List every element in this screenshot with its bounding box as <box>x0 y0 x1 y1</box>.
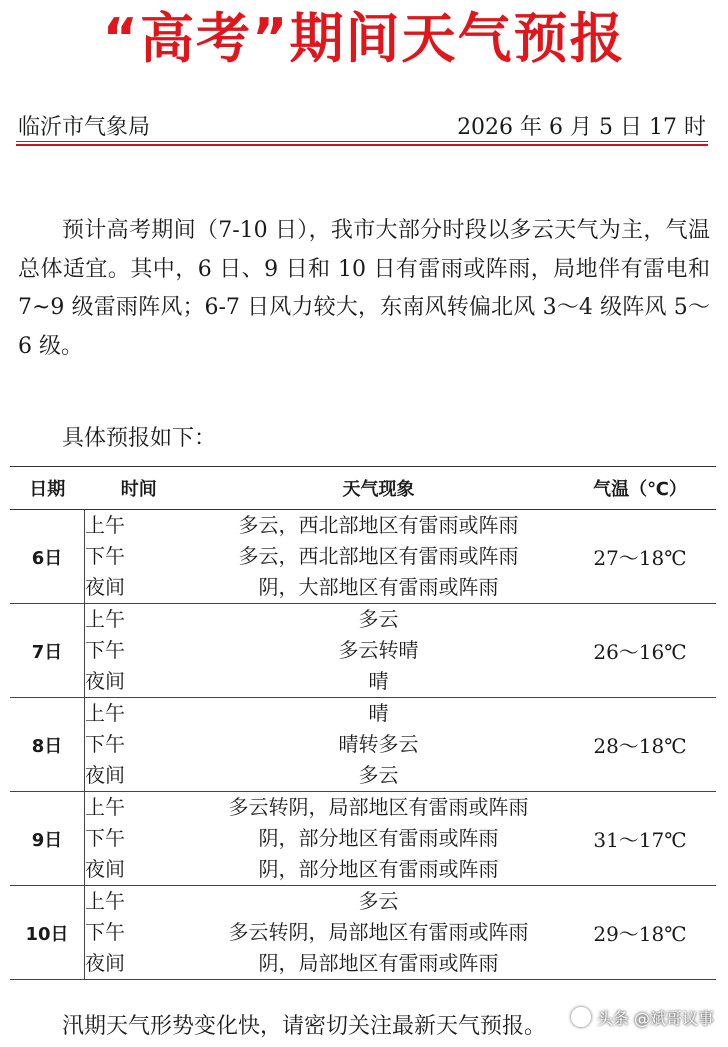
forecast-table <box>10 466 716 980</box>
watermark-text: 头条 @斌哥议事 <box>596 1008 714 1028</box>
date-cell: 9日 <box>10 792 85 886</box>
summary-paragraph: 预计高考期间（7-10 日），我市大部分时段以多云天气为主，气温总体适宜。其中，6 日、9 日和 10 日有雷雨或阵雨，局地伴有雷电和 7~9 级雷雨阵风；6-7 日风力较大，东南风转偏北风 3～4 级阵风 5～6 级。 <box>18 218 710 359</box>
weather-text: 多云转阴，局部地区有雷雨或阵雨 <box>228 920 529 944</box>
period-label: 夜间 <box>85 763 125 787</box>
weather-text: 阴，局部地区有雷雨或阵雨 <box>258 951 499 975</box>
document-title: “高考”期间天气预报 <box>102 7 626 70</box>
header-date: 日期 <box>10 467 85 510</box>
toutiao-logo-icon <box>571 1007 591 1027</box>
weather-text: 多云，西北部地区有雷雨或阵雨 <box>238 513 519 537</box>
period-label: 夜间 <box>85 857 125 881</box>
weather-text: 晴 <box>368 701 389 725</box>
period-label: 下午 <box>85 638 125 662</box>
table-row <box>10 510 716 604</box>
period-label: 夜间 <box>85 575 125 599</box>
table-row <box>10 698 716 792</box>
watermark <box>571 1004 714 1030</box>
issuer-line <box>18 112 706 144</box>
date-cell: 10日 <box>10 886 85 980</box>
period-label: 夜间 <box>85 669 125 693</box>
issuer-name: 临沂市气象局 <box>18 115 151 140</box>
header-divider-thin <box>16 141 708 142</box>
table-row <box>10 886 716 980</box>
header-weather: 天气现象 <box>193 467 564 510</box>
weather-text: 阴，大部地区有雷雨或阵雨 <box>258 575 499 599</box>
weather-text: 多云 <box>358 607 399 631</box>
weather-text: 多云转阴，局部地区有雷雨或阵雨 <box>228 795 529 819</box>
header-time: 时间 <box>85 467 194 510</box>
time-cell <box>85 698 194 792</box>
weather-cell <box>193 698 564 792</box>
time-cell <box>85 604 194 698</box>
footer-note: 汛期天气形势变化快，请密切关注最新天气预报。 <box>62 1014 547 1039</box>
weather-text: 阴，部分地区有雷雨或阵雨 <box>258 857 499 881</box>
time-cell <box>85 886 194 980</box>
period-label: 下午 <box>85 544 125 568</box>
date-cell: 6日 <box>10 510 85 604</box>
period-label: 上午 <box>85 795 125 819</box>
weather-cell <box>193 886 564 980</box>
time-cell <box>85 510 194 604</box>
period-label: 下午 <box>85 732 125 756</box>
weather-text: 晴 <box>368 669 389 693</box>
temp-cell: 29～18℃ <box>564 886 716 980</box>
temp-cell: 31～17℃ <box>564 792 716 886</box>
header-temp: 气温（℃） <box>564 467 716 510</box>
temp-cell: 27～18℃ <box>564 510 716 604</box>
date-cell: 8日 <box>10 698 85 792</box>
weather-cell <box>193 792 564 886</box>
period-label: 夜间 <box>85 951 125 975</box>
table-header-row <box>10 467 716 510</box>
period-label: 下午 <box>85 826 125 850</box>
weather-text: 晴转多云 <box>338 732 419 756</box>
weather-cell <box>193 510 564 604</box>
weather-text: 多云 <box>358 763 399 787</box>
weather-text: 多云转晴 <box>338 638 419 662</box>
period-label: 下午 <box>85 920 125 944</box>
issue-time: 2026 年 6 月 5 日 17 时 <box>457 115 706 140</box>
table-row <box>10 604 716 698</box>
weather-text: 多云，西北部地区有雷雨或阵雨 <box>238 544 519 568</box>
time-cell <box>85 792 194 886</box>
temp-cell: 26～16℃ <box>564 604 716 698</box>
period-label: 上午 <box>85 607 125 631</box>
header-divider-thick <box>16 144 708 146</box>
period-label: 上午 <box>85 513 125 537</box>
weather-text: 多云 <box>358 889 399 913</box>
date-cell: 7日 <box>10 604 85 698</box>
period-label: 上午 <box>85 701 125 725</box>
table-row <box>10 792 716 886</box>
weather-text: 阴，部分地区有雷雨或阵雨 <box>258 826 499 850</box>
intro-paragraph: 具体预报如下： <box>62 426 217 451</box>
weather-cell <box>193 604 564 698</box>
period-label: 上午 <box>85 889 125 913</box>
temp-cell: 28～18℃ <box>564 698 716 792</box>
